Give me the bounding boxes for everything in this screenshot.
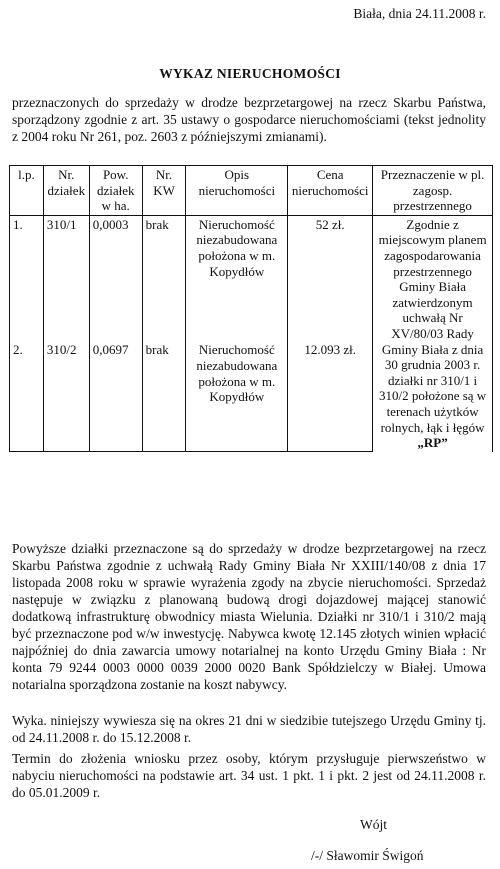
property-table bbox=[9, 165, 493, 452]
col-header-cena: Cena nieruchomości bbox=[288, 166, 373, 216]
cell-opis: Nieruchomość niezabudowana położona w m. Kopydłów bbox=[186, 341, 288, 451]
document-title: WYKAZ NIERUCHOMOŚCI bbox=[159, 66, 341, 81]
intro-paragraph: przeznaczonych do sprzedaży w drodze bezprzetargowej na rzecz Skarbu Państwa, sporządzony zgodnie z art. 35 ustawy o gospodarce nieruchomościami (tekst jednolity z 2004 roku Nr 261, poz. 2603 z późniejszymi zmianami). bbox=[12, 95, 486, 144]
sale-terms-paragraph: Powyższe działki przeznaczone są do sprzedaży w drodze bezprzetargowej na rzecz Skarbu Państwa zgodnie z uchwałą Rady Gminy Biała Nr XXIII/140/08 z dnia 17 listopada 2008 roku w sprawie wyrażenia zgody na zbycie nieruchomości. Sprzedaż następuje w związku z planowaną budową drogi dojazdowej mającej stanowić dodatkową infrastrukturę obwodnicy miasta Wielunia. Działki nr 310/1 i 310/2 mają być przeznaczone pod w/w inwestycję. Nabywca kwotę 12.145 złotych winien wpłacić najpóźniej do dnia zawarcia umowy notarialnej na konto Urzędu Gminy Biała : Nr konta 79 9244 0003 0000 0039 2000 0020 Bank Spółdzielczy w Białej. Umowa notarialna sporządzona zostanie na koszt nabywcy. bbox=[12, 541, 486, 692]
col-header-nr-kw: Nr. KW bbox=[142, 166, 186, 216]
col-header-opis: Opis nieruchomości bbox=[186, 166, 288, 216]
cell-nr: 310/2 bbox=[43, 341, 89, 451]
cell-kw: brak bbox=[142, 341, 186, 451]
cell-opis: Nieruchomość niezabudowana położona w m. Kopydłów bbox=[186, 215, 288, 325]
cell-pow: 0,0003 bbox=[89, 215, 142, 325]
cell-lp: 1. bbox=[10, 215, 44, 325]
col-header-nr-dzialek: Nr. działek bbox=[43, 166, 89, 216]
application-deadline-paragraph: Termin do złożenia wniosku przez osoby, którym przysługuje pierwszeństwo w nabyciu nieruchomości na podstawie art. 34 ust. 1 pkt. 1 i pkt. 2 jest od 24.11.2008 r. do 05.01.2009 r. bbox=[12, 751, 486, 800]
cell-przeznaczenie bbox=[373, 215, 493, 451]
signer-name: /-/ Sławomir Świgoń bbox=[311, 848, 424, 863]
col-header-lp: l.p. bbox=[10, 166, 44, 216]
cell-pow: 0,0697 bbox=[89, 341, 142, 451]
cell-cena: 52 zł. bbox=[288, 215, 373, 325]
przeznaczenie-text: Zgodnie z miejscowym planem zagospodarowania przestrzennego Gminy Biała zatwierdzonym uchwałą Nr XV/80/03 Rady Gminy Biała z dnia 30 grudnia 2003 r. działki nr 310/1 i 310/2 położone są w terenach użytków rolnych, łąk i łęgów bbox=[378, 216, 487, 435]
table-row bbox=[10, 215, 493, 325]
cell-nr: 310/1 bbox=[43, 215, 89, 325]
cell-lp: 2. bbox=[10, 341, 44, 451]
cell-kw: brak bbox=[142, 215, 186, 325]
place-date: Biała, dnia 24.11.2008 r. bbox=[353, 6, 486, 21]
table-header-row bbox=[10, 166, 493, 216]
przeznaczenie-code: „RP” bbox=[417, 435, 448, 451]
posting-period-paragraph: Wyka. niniejszy wywiesza się na okres 21 dni w siedzibie tutejszego Urzędu Gminy tj. od 24.11.2008 r. do 15.12.2008 r. bbox=[12, 713, 486, 745]
cell-cena: 12.093 zł. bbox=[288, 341, 373, 451]
col-header-przeznaczenie: Przeznaczenie w pl. zagosp. przestrzennego bbox=[373, 166, 493, 216]
col-header-pow: Pow. działek w ha. bbox=[89, 166, 142, 216]
signer-title: Wójt bbox=[360, 817, 387, 832]
